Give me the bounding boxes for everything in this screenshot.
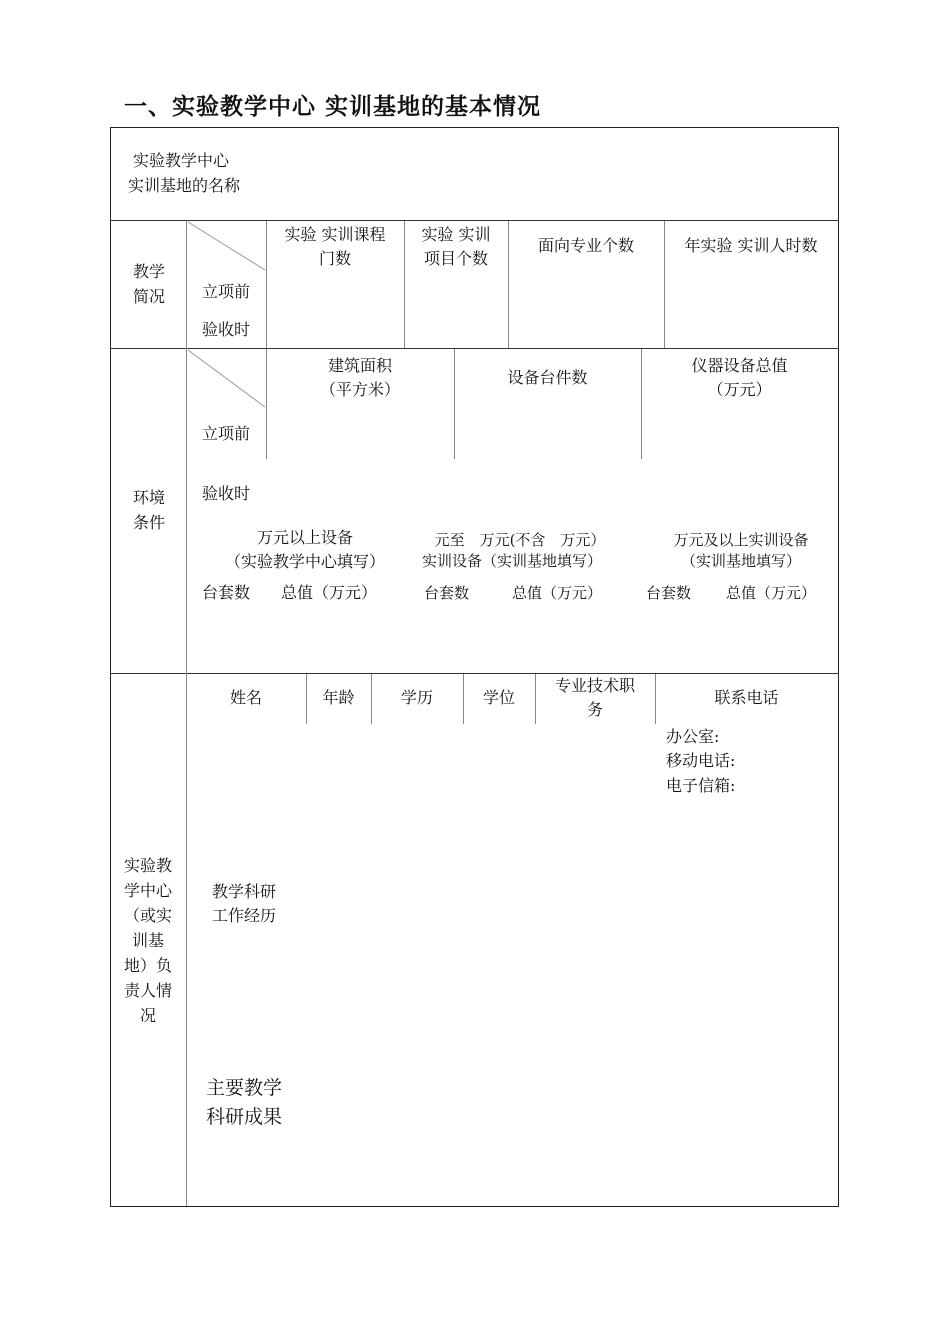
teaching-header-hours: 年实验 实训人时数 — [684, 236, 818, 255]
env-header-area-line1: 建筑面积 — [327, 356, 392, 375]
leader-header-age: 年龄 — [322, 688, 355, 707]
equip-sub-value-1: 总值（万元） — [281, 583, 378, 602]
leader-header-title-line1: 专业技术职 — [554, 676, 635, 695]
environment-label-line1: 环境 — [133, 488, 166, 507]
page-title: 一、实验教学中心 实训基地的基本情况 — [124, 94, 542, 120]
equip-group-2-line2: 实训设备（实训基地填写） — [421, 552, 602, 570]
equip-sub-value-2: 总值（万元） — [512, 584, 603, 602]
env-header-area-line2: （平方米） — [319, 380, 400, 399]
equip-group-2-line1: 元至 万元(不含 万元） — [434, 531, 606, 549]
leader-header-degree: 学位 — [482, 688, 515, 707]
teaching-header-courses-line2: 门数 — [318, 249, 351, 268]
teaching-header-projects-line1: 实验 实训 — [421, 225, 491, 244]
name-label-line1: 实验教学中心 — [133, 151, 230, 170]
contact-email: 电子信箱: — [666, 776, 736, 795]
equip-group-1-line1: 万元以上设备 — [256, 528, 353, 547]
achievements-label-line1: 主要教学 — [206, 1077, 283, 1099]
teaching-header-majors: 面向专业个数 — [537, 236, 634, 255]
leader-header-phone: 联系电话 — [714, 688, 779, 707]
col-divider-label — [186, 221, 187, 1206]
env-header-total-value-line2: （万元） — [707, 380, 772, 399]
equip-group-3-line1: 万元及以上实训设备 — [673, 531, 809, 549]
name-label-line2: 实训基地的名称 — [128, 176, 241, 195]
leader-header-name: 姓名 — [229, 688, 262, 707]
equip-sub-count-2: 台套数 — [424, 584, 470, 602]
leader-header-title-line2: 务 — [586, 700, 603, 719]
leader-label-line5: 地）负 — [123, 956, 172, 975]
equip-group-3-line2: （实训基地填写） — [680, 552, 801, 570]
leader-label-line3: （或实 — [123, 906, 172, 925]
env-row-after: 验收时 — [202, 484, 251, 503]
teaching-label-line1: 教学 — [133, 262, 166, 281]
environment-label-line2: 条件 — [133, 513, 166, 532]
leader-header-education: 学历 — [400, 688, 433, 707]
leader-label-line2: 学中心 — [123, 881, 172, 900]
teaching-row-before: 立项前 — [202, 282, 251, 301]
equip-sub-value-3: 总值（万元） — [726, 584, 817, 602]
teaching-row-after: 验收时 — [202, 320, 251, 339]
experience-label-line2: 工作经历 — [212, 906, 277, 925]
contact-office: 办公室: — [666, 727, 720, 746]
env-header-equipment-count: 设备台件数 — [507, 368, 588, 387]
leader-label-line1: 实验教 — [123, 856, 172, 875]
experience-label-line1: 教学科研 — [212, 882, 277, 901]
row-divider-name — [110, 220, 839, 221]
teaching-header-projects-line2: 项目个数 — [423, 249, 488, 268]
contact-mobile: 移动电话: — [666, 751, 736, 770]
env-row-before: 立项前 — [202, 424, 251, 443]
leader-label-line7: 况 — [139, 1006, 156, 1025]
equip-sub-count-1: 台套数 — [202, 583, 251, 602]
env-header-total-value-line1: 仪器设备总值 — [691, 356, 788, 375]
row-divider-environment — [110, 673, 839, 674]
row-divider-teaching — [110, 348, 839, 349]
achievements-label-line2: 科研成果 — [206, 1106, 283, 1128]
teaching-label-line2: 简况 — [133, 287, 166, 306]
leader-label-line6: 责人情 — [123, 981, 172, 1000]
teaching-header-courses-line1: 实验 实训课程 — [284, 225, 386, 244]
leader-label-line4: 训基 — [131, 931, 164, 950]
equip-group-1-line2: （实验教学中心填写） — [224, 552, 385, 571]
equip-sub-count-3: 台套数 — [646, 584, 692, 602]
